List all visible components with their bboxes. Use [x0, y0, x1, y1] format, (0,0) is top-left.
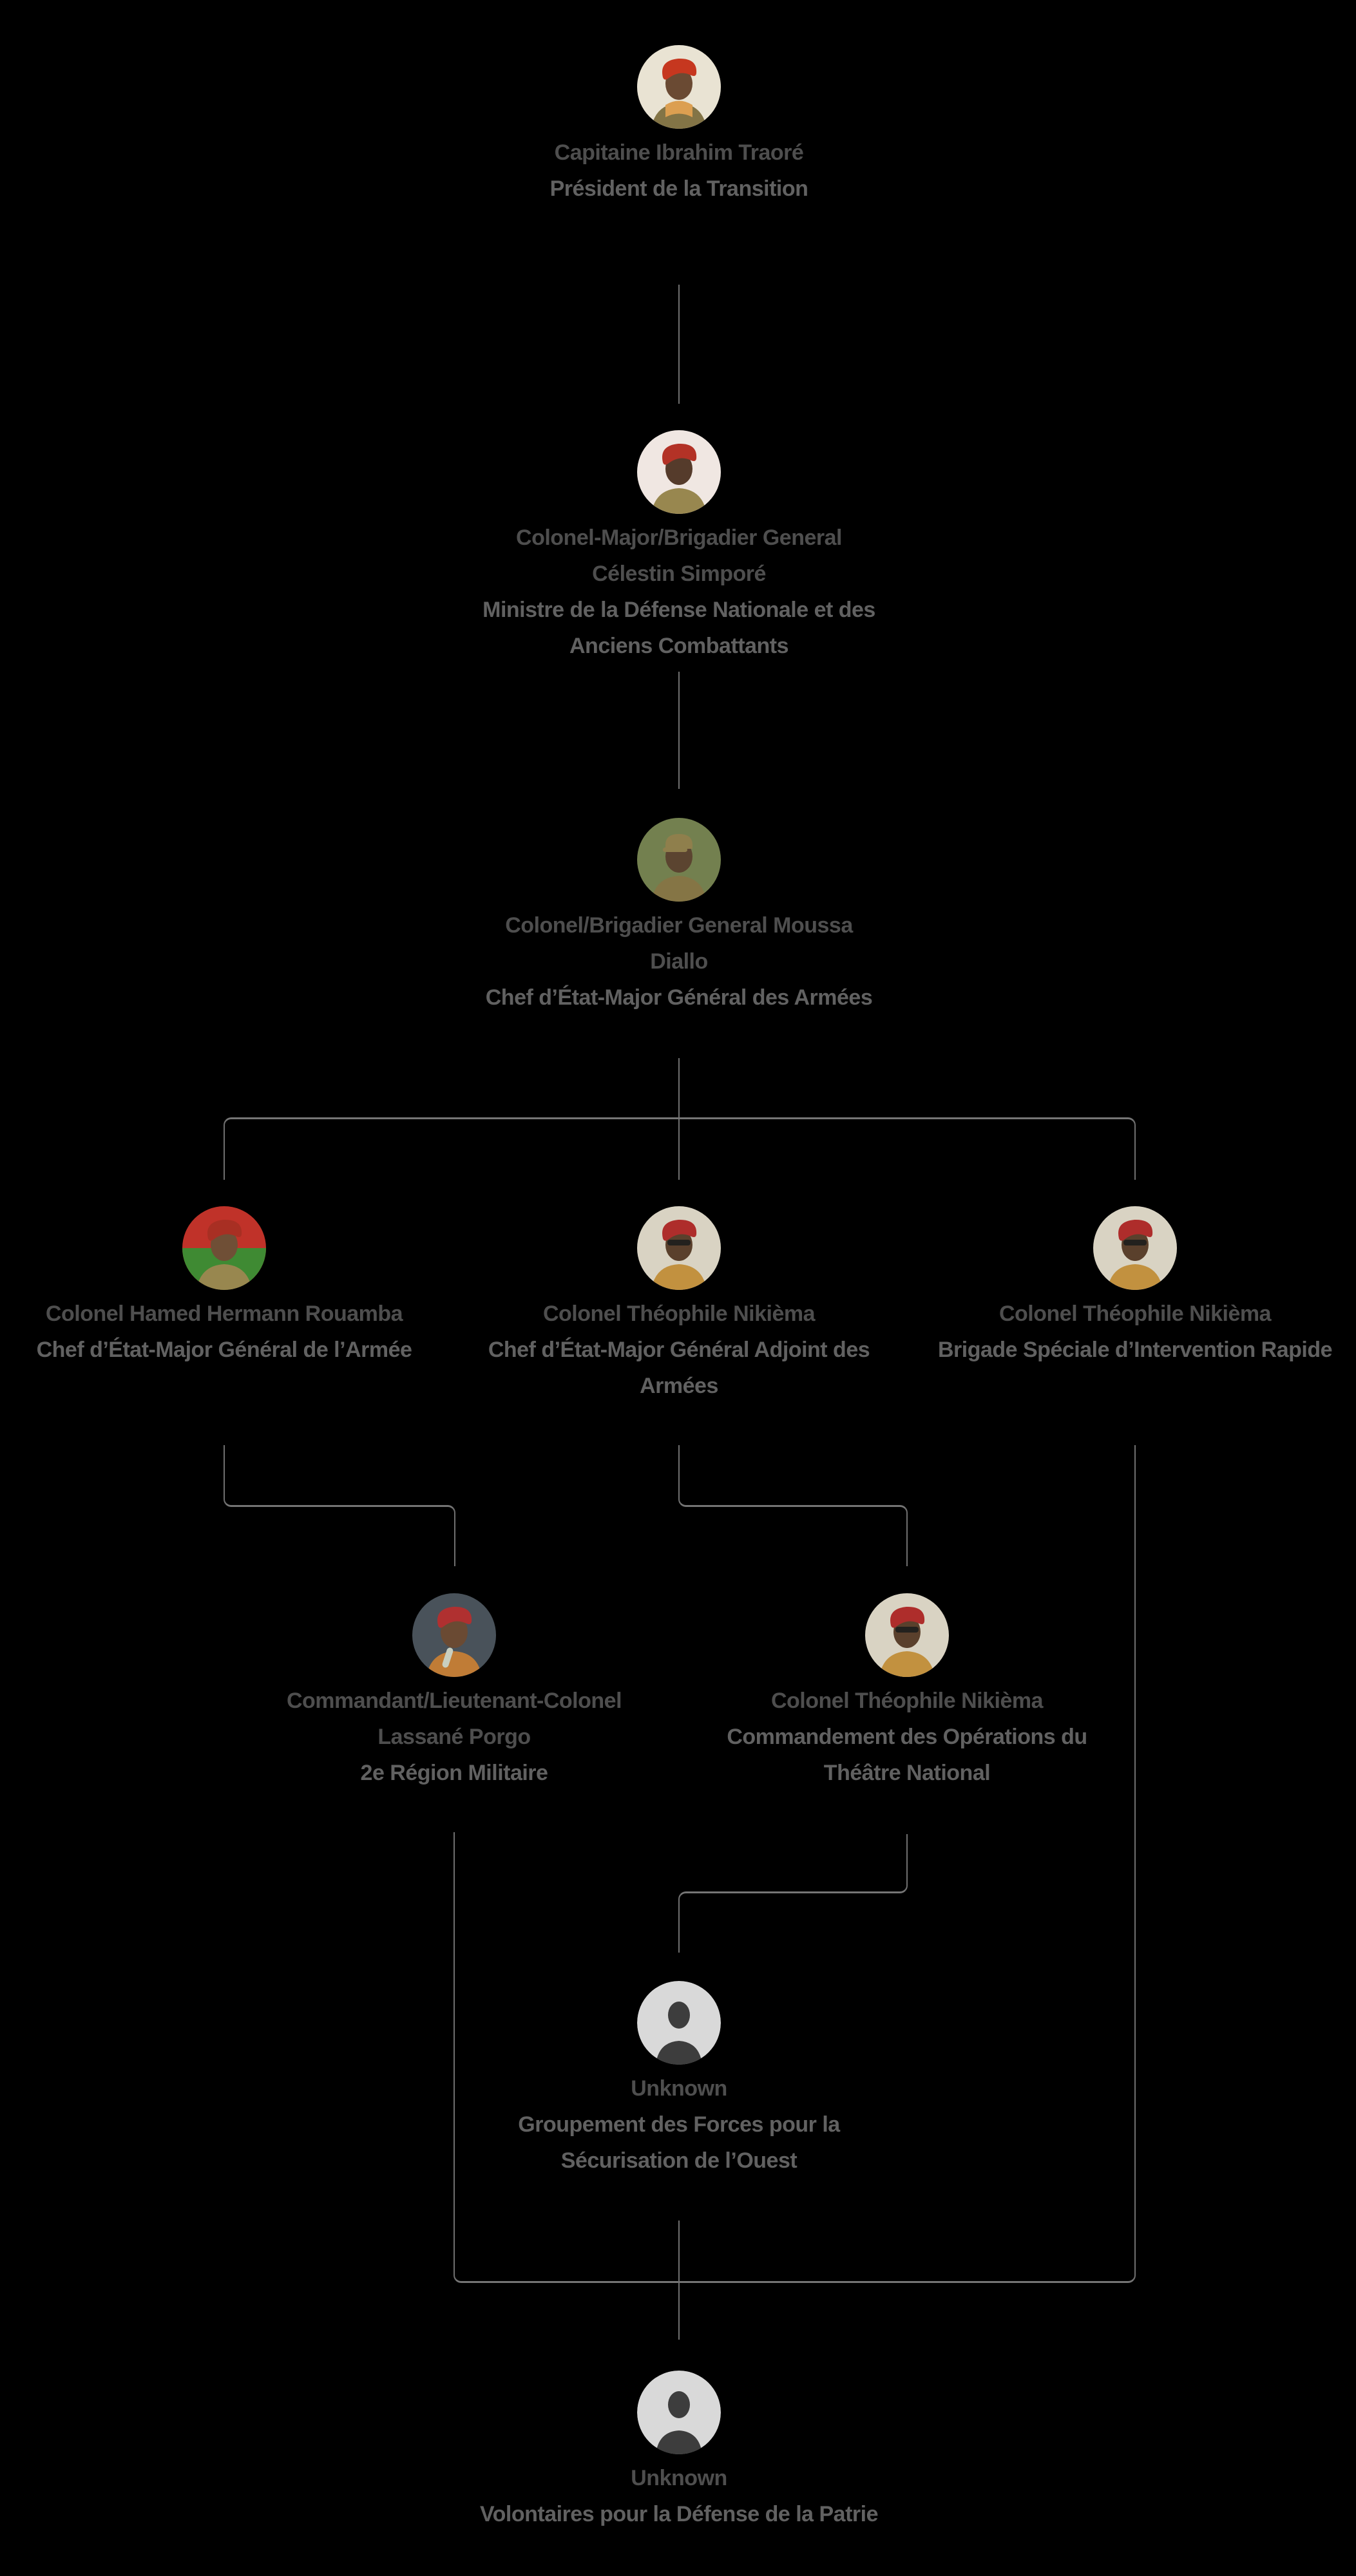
person-name: Colonel-Major/Brigadier General [516, 526, 842, 550]
avatar-photo[interactable] [865, 1593, 949, 1677]
person-name: Colonel Théophile Nikièma [542, 1302, 815, 1326]
avatar-photo[interactable] [637, 1206, 721, 1290]
connector-adjoint-cotn-1 [678, 1445, 794, 1507]
person-name: Capitaine Ibrahim Traoré [554, 140, 804, 165]
node-label [447, 907, 911, 1016]
person-name: Colonel/Brigadier General Moussa [505, 913, 853, 938]
node-label [222, 1683, 686, 1791]
org-node-simpore[interactable] [447, 430, 911, 664]
connector-adjoint-cotn-2 [794, 1505, 908, 1566]
connector-rouamba-porgo-2 [339, 1505, 455, 1566]
avatar-placeholder-icon[interactable] [637, 1981, 721, 2065]
avatar-photo[interactable] [1093, 1206, 1177, 1290]
person-role: Président de la Transition [549, 176, 808, 201]
connector-gfso-vdp [678, 2221, 680, 2340]
connector-vdp-bar [530, 2281, 1060, 2283]
connector-diallo-children-drop-center [678, 1119, 680, 1180]
node-label [675, 1683, 1139, 1791]
connector-simpore-diallo [678, 672, 680, 789]
org-node-rouamba[interactable] [0, 1206, 456, 1368]
person-role: Ministre de la Défense Nationale et des [482, 598, 875, 622]
person-role: Commandement des Opérations du [727, 1725, 1087, 1749]
avatar-photo[interactable] [182, 1206, 266, 1290]
connector-cotn-gfso-2 [678, 1891, 792, 1953]
person-role: Brigade Spéciale d’Intervention Rapide [937, 1338, 1333, 1362]
connector-diallo-children-corner-right [1058, 1117, 1136, 1180]
person-name: Lassané Porgo [377, 1725, 531, 1749]
org-node-gfso[interactable] [447, 1981, 911, 2179]
person-role: Armées [640, 1374, 718, 1398]
person-role: Chef d’État-Major Général Adjoint des [488, 1338, 870, 1362]
node-label [447, 135, 911, 207]
person-role: Chef d’État-Major Général de l’Armée [36, 1338, 412, 1362]
node-label [903, 1296, 1356, 1368]
avatar-photo[interactable] [637, 818, 721, 902]
person-name: Unknown [631, 2076, 727, 2101]
org-node-vdp[interactable] [447, 2371, 911, 2532]
person-role: Sécurisation de l’Ouest [560, 2148, 797, 2173]
org-node-nikiema-cotn[interactable] [675, 1593, 1139, 1791]
person-name: Célestin Simporé [592, 562, 766, 586]
avatar-photo[interactable] [637, 45, 721, 129]
node-label [447, 520, 911, 664]
connector-diallo-children-bar [300, 1117, 1060, 1119]
person-role: 2e Région Militaire [360, 1761, 548, 1785]
org-node-traore[interactable] [447, 45, 911, 207]
person-role: Groupement des Forces pour la [518, 2112, 840, 2137]
connector-diallo-children-corner-left [224, 1117, 301, 1180]
avatar-photo[interactable] [637, 430, 721, 514]
avatar-placeholder-icon[interactable] [637, 2371, 721, 2454]
avatar-photo[interactable] [412, 1593, 496, 1677]
person-role: Théâtre National [823, 1761, 991, 1785]
node-label [447, 1296, 911, 1404]
person-name: Diallo [650, 949, 708, 974]
connector-cotn-gfso-1 [792, 1834, 908, 1893]
connector-traore-simpore [678, 285, 680, 404]
node-label [447, 2460, 911, 2532]
connector-bsir-vdp [1058, 1445, 1136, 2283]
org-node-diallo[interactable] [447, 818, 911, 1016]
org-node-nikiema-adjoint[interactable] [447, 1206, 911, 1404]
person-name: Colonel Théophile Nikièma [998, 1302, 1271, 1326]
person-role: Chef d’État-Major Général des Armées [485, 985, 873, 1010]
person-name: Colonel Hamed Hermann Rouamba [45, 1302, 403, 1326]
person-name: Colonel Théophile Nikièma [770, 1689, 1043, 1713]
person-role: Anciens Combattants [569, 634, 788, 658]
org-node-porgo[interactable] [222, 1593, 686, 1791]
person-role: Volontaires pour la Défense de la Patrie [479, 2502, 878, 2526]
node-label [447, 2070, 911, 2179]
org-node-nikiema-bsir[interactable] [903, 1206, 1356, 1368]
node-label [0, 1296, 456, 1368]
person-name: Commandant/Lieutenant-Colonel [286, 1689, 622, 1713]
connector-rouamba-porgo-1 [224, 1445, 339, 1507]
connector-diallo-children-stem [678, 1058, 680, 1117]
person-name: Unknown [631, 2466, 727, 2490]
